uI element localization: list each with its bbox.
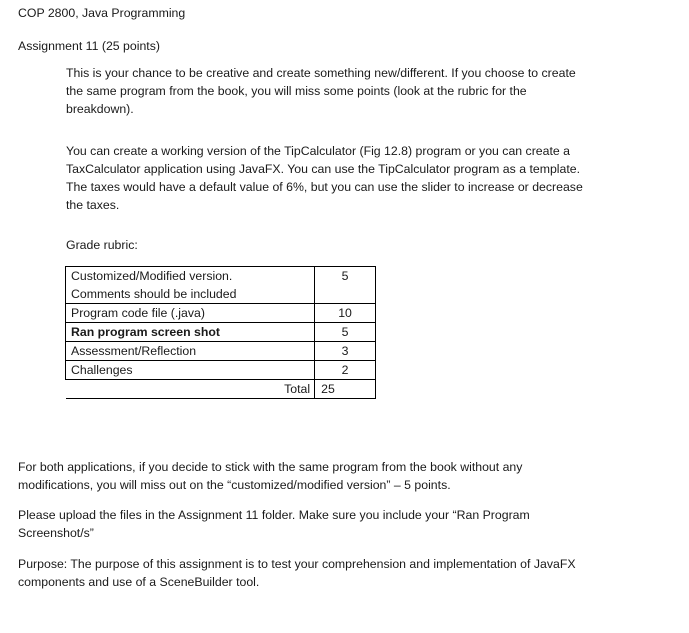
rubric-item: Assessment/Reflection [66,342,315,361]
intro-line: breakdown). [66,102,134,116]
grade-rubric-table [65,266,376,399]
rubric-points: 2 [315,361,376,380]
rubric-item: Customized/Modified version. [66,267,315,286]
rubric-label: Grade rubric: [66,238,138,252]
rubric-item: Challenges [66,361,315,380]
upload-instructions [18,506,618,542]
intro-line: This is your chance to be creative and create something new/different. If you choose to create [66,66,576,80]
rubric-row [66,361,376,380]
rubric-row [66,323,376,342]
intro-line: the same program from the book, you will miss some points (look at the rubric for the [66,84,527,98]
rubric-points: 5 [315,267,376,304]
rubric-total-points: 25 [315,380,376,399]
rubric-points: 10 [315,304,376,323]
rubric-total-row [66,380,376,399]
same-program-note [18,458,618,494]
rubric-total-label: Total [66,380,315,399]
note-line: Please upload the files in the Assignment 11 folder. Make sure you include your “Ran Program [18,508,530,522]
course-title: COP 2800, Java Programming [18,6,186,20]
rubric-row [66,342,376,361]
rubric-row [66,267,376,286]
options-line: TaxCalculator application using JavaFX. You can use the TipCalculator program as a template. [66,162,581,176]
note-line: Purpose: The purpose of this assignment is to test your comprehension and implementation of JavaFX [18,557,576,571]
options-line: the taxes. [66,198,120,212]
rubric-item: Program code file (.java) [66,304,315,323]
rubric-item: Comments should be included [66,285,315,304]
note-line: components and use of a SceneBuilder tool. [18,575,260,589]
note-line: For both applications, if you decide to stick with the same program from the book without any [18,460,523,474]
note-line: modifications, you will miss out on the “customized/modified version” – 5 points. [18,478,451,492]
rubric-row [66,304,376,323]
note-line: Screenshot/s” [18,526,94,540]
options-paragraph [66,142,636,214]
rubric-item: Ran program screen shot [66,323,315,342]
assignment-title: Assignment 11 (25 points) [18,39,160,53]
purpose-statement [18,555,638,591]
options-line: You can create a working version of the TipCalculator (Fig 12.8) program or you can create a [66,144,570,158]
options-line: The taxes would have a default value of 6%, but you can use the slider to increase or decrease [66,180,583,194]
rubric-points: 3 [315,342,376,361]
intro-paragraph [66,64,631,118]
rubric-points: 5 [315,323,376,342]
